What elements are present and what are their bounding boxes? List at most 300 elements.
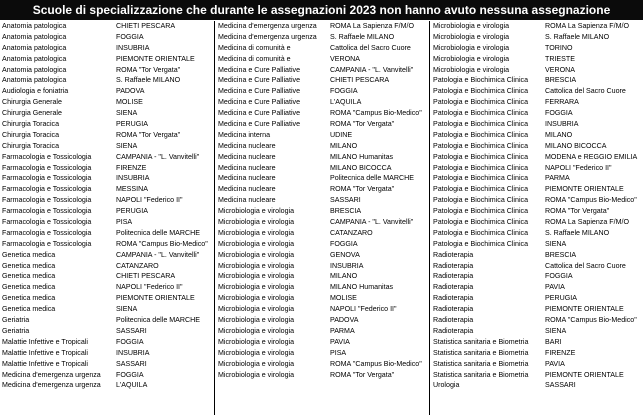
specialization-cell: Statistica sanitaria e Biometria [433, 348, 529, 357]
university-cell: ROMA "Campus Bio-Medico" [545, 196, 637, 205]
table-row [430, 184, 643, 195]
table-row [0, 370, 214, 381]
university-cell: INSUBRIA [545, 120, 579, 129]
table-row [0, 337, 214, 348]
specialization-cell: Anatomia patologica [2, 65, 67, 74]
university-cell: PAVIA [545, 359, 565, 368]
table-row [0, 65, 214, 76]
table-row [430, 315, 643, 326]
table-row [0, 119, 214, 130]
table-row [215, 173, 429, 184]
specialization-cell: Genetica medica [2, 250, 56, 259]
table-row [0, 173, 214, 184]
specialization-cell: Medicina e Cure Palliative [218, 87, 301, 96]
university-cell: MILANO BICOCCA [330, 163, 392, 172]
specialization-cell: Medicina nucleare [218, 174, 276, 183]
table-row [215, 43, 429, 54]
specialization-cell: Farmacologia e Tossicologia [2, 218, 92, 227]
university-cell: CHIETI PESCARA [330, 76, 390, 85]
university-cell: ROMA "Tor Vergata" [116, 65, 181, 74]
table-row [215, 54, 429, 65]
university-cell: MODENA e REGGIO EMILIA [545, 152, 638, 161]
specialization-cell: Microbiologia e virologia [433, 65, 510, 74]
university-cell: MILANO [330, 141, 358, 150]
specialization-cell: Farmacologia e Tossicologia [2, 239, 92, 248]
specialization-cell: Patologia e Biochimica Clinica [433, 218, 529, 227]
table-row [215, 32, 429, 43]
university-cell: ROMA "Tor Vergata" [330, 185, 395, 194]
university-cell: ROMA "Tor Vergata" [116, 130, 181, 139]
specialization-cell: Microbiologia e virologia [218, 272, 295, 281]
table-row [215, 271, 429, 282]
specialization-cell: Farmacologia e Tossicologia [2, 207, 92, 216]
table-row [0, 250, 214, 261]
specialization-cell: Genetica medica [2, 305, 56, 314]
specialization-cell: Medicina nucleare [218, 185, 276, 194]
specialization-cell: Patologia e Biochimica Clinica [433, 228, 529, 237]
table-row [0, 304, 214, 315]
table-row [430, 21, 643, 32]
specialization-cell: Malattie Infettive e Tropicali [2, 359, 88, 368]
specialization-cell: Statistica sanitaria e Biometria [433, 359, 529, 368]
specialization-cell: Radioterapia [433, 272, 474, 281]
university-cell: CAMPANIA - "L. Vanvitelli" [330, 218, 414, 227]
table-row [0, 380, 214, 391]
table-row [430, 195, 643, 206]
table-row [0, 152, 214, 163]
university-cell: ROMA "Campus Bio-Medico" [330, 359, 422, 368]
specialization-cell: Statistica sanitaria e Biometria [433, 370, 529, 379]
university-cell: L'AQUILA [116, 381, 148, 390]
table-column-1 [0, 21, 215, 415]
table-row [215, 184, 429, 195]
specialization-cell: Patologia e Biochimica Clinica [433, 207, 529, 216]
specialization-cell: Medicina e Cure Palliative [218, 76, 301, 85]
university-cell: PARMA [545, 174, 570, 183]
specialization-cell: Malattie Infettive e Tropicali [2, 337, 88, 346]
specialization-cell: Microbiologia e virologia [218, 337, 295, 346]
university-cell: TRIESTE [545, 54, 575, 63]
table-row [0, 21, 214, 32]
table-row [215, 217, 429, 228]
university-cell: CATANZARO [330, 228, 373, 237]
table-row [0, 282, 214, 293]
university-cell: ROMA La Sapienza F/M/O [545, 22, 629, 30]
table-row [0, 141, 214, 152]
university-cell: PERUGIA [116, 120, 148, 129]
specialization-cell: Microbiologia e virologia [433, 54, 510, 63]
specialization-cell: Anatomia patologica [2, 54, 67, 63]
university-cell: MILANO [330, 272, 358, 281]
specialization-cell: Urologia [433, 381, 460, 390]
table-row [430, 370, 643, 381]
university-cell: SASSARI [116, 326, 147, 335]
specialization-cell: Microbiologia e virologia [218, 359, 295, 368]
specialization-cell: Patologia e Biochimica Clinica [433, 185, 529, 194]
university-cell: SASSARI [116, 359, 147, 368]
table-row [215, 152, 429, 163]
table-column-2 [215, 21, 430, 415]
specialization-cell: Chirurgia Toracica [2, 141, 60, 150]
table-row [215, 86, 429, 97]
specialization-cell: Microbiologia e virologia [218, 348, 295, 357]
specialization-cell: Microbiologia e virologia [433, 22, 510, 30]
table-row [430, 271, 643, 282]
university-cell: FOGGIA [116, 337, 144, 346]
university-cell: CATANZARO [116, 261, 159, 270]
specialization-cell: Medicina d'emergenza urgenza [2, 370, 101, 379]
specialization-cell: Radioterapia [433, 261, 474, 270]
university-cell: PISA [116, 218, 133, 227]
university-cell: SASSARI [545, 381, 576, 390]
table-row [430, 250, 643, 261]
table-row [430, 130, 643, 141]
specialization-cell: Patologia e Biochimica Clinica [433, 163, 529, 172]
table-row [430, 380, 643, 391]
table-row [430, 108, 643, 119]
page-title: Scuole di specializzazione che durante le assegnazioni 2023 non hanno avuto nessuna assegnazione [0, 0, 643, 20]
table-row [0, 163, 214, 174]
university-cell: S. Raffaele MILANO [545, 228, 610, 237]
table-row [215, 206, 429, 217]
specialization-cell: Anatomia patologica [2, 32, 67, 41]
table-row [430, 75, 643, 86]
specialization-cell: Microbiologia e virologia [218, 207, 295, 216]
university-cell: ROMA "Campus Bio-Medico" [330, 109, 422, 118]
university-cell: CAMPANIA - "L. Vanvitelli" [116, 250, 200, 259]
specialization-cell: Farmacologia e Tossicologia [2, 152, 92, 161]
table-row [215, 75, 429, 86]
specialization-cell: Statistica sanitaria e Biometria [433, 337, 529, 346]
specialization-cell: Farmacologia e Tossicologia [2, 228, 92, 237]
university-cell: SIENA [116, 109, 138, 118]
specialization-cell: Patologia e Biochimica Clinica [433, 87, 529, 96]
specialization-cell: Microbiologia e virologia [433, 43, 510, 52]
university-cell: PERUGIA [545, 294, 577, 303]
specialization-cell: Genetica medica [2, 272, 56, 281]
university-cell: ROMA La Sapienza F/M/O [330, 22, 414, 30]
table-row [215, 304, 429, 315]
specialization-cell: Medicina e Cure Palliative [218, 109, 301, 118]
specialization-cell: Geriatria [2, 326, 30, 335]
table-row [215, 228, 429, 239]
university-cell: MILANO BICOCCA [545, 141, 607, 150]
table-row [430, 293, 643, 304]
table-row [215, 348, 429, 359]
table-row [0, 206, 214, 217]
table-row [430, 217, 643, 228]
specialization-cell: Radioterapia [433, 283, 474, 292]
specialization-cell: Microbiologia e virologia [218, 228, 295, 237]
specialization-cell: Medicina interna [218, 130, 271, 139]
specialization-cell: Radioterapia [433, 326, 474, 335]
university-cell: Politecnica delle MARCHE [116, 316, 200, 325]
specialization-cell: Medicina e Cure Palliative [218, 98, 301, 107]
table-row [430, 348, 643, 359]
specialization-cell: Genetica medica [2, 294, 56, 303]
table-row [0, 43, 214, 54]
university-cell: NAPOLI "Federico II" [116, 283, 183, 292]
university-cell: Cattolica del Sacro Cuore [330, 43, 411, 52]
specialization-cell: Medicina di comunità e [218, 43, 291, 52]
university-cell: PIEMONTE ORIENTALE [545, 185, 624, 194]
university-cell: Politecnica delle MARCHE [330, 174, 414, 183]
university-cell: NAPOLI "Federico II" [545, 163, 612, 172]
specialization-cell: Malattie Infettive e Tropicali [2, 348, 88, 357]
specialization-cell: Medicina d'emergenza urgenza [2, 381, 101, 390]
specialization-cell: Patologia e Biochimica Clinica [433, 130, 529, 139]
specialization-cell: Farmacologia e Tossicologia [2, 196, 92, 205]
table-row [215, 337, 429, 348]
table-row [0, 97, 214, 108]
table-row [430, 86, 643, 97]
university-cell: FIRENZE [116, 163, 147, 172]
specialization-cell: Medicina e Cure Palliative [218, 120, 301, 129]
university-cell: TORINO [545, 43, 573, 52]
university-cell: ROMA "Campus Bio-Medico" [545, 316, 637, 325]
university-cell: Cattolica del Sacro Cuore [545, 87, 626, 96]
university-cell: PADOVA [330, 316, 359, 325]
university-cell: INSUBRIA [330, 261, 364, 270]
university-cell: BARI [545, 337, 562, 346]
table-row [430, 152, 643, 163]
specialization-cell: Radioterapia [433, 250, 474, 259]
university-cell: VERONA [330, 54, 360, 63]
university-cell: MESSINA [116, 185, 148, 194]
university-cell: SIENA [545, 326, 567, 335]
university-cell: INSUBRIA [116, 43, 150, 52]
specialization-cell: Patologia e Biochimica Clinica [433, 76, 529, 85]
table-row [215, 97, 429, 108]
university-cell: INSUBRIA [116, 174, 150, 183]
university-cell: Cattolica del Sacro Cuore [545, 261, 626, 270]
specialization-cell: Patologia e Biochimica Clinica [433, 152, 529, 161]
specialization-cell: Microbiologia e virologia [433, 32, 510, 41]
university-cell: MOLISE [116, 98, 143, 107]
university-cell: CHIETI PESCARA [116, 272, 176, 281]
university-cell: SIENA [545, 239, 567, 248]
specialization-cell: Anatomia patologica [2, 22, 67, 30]
table-row [0, 86, 214, 97]
university-cell: SIENA [116, 305, 138, 314]
specialization-cell: Microbiologia e virologia [218, 316, 295, 325]
table-row [0, 32, 214, 43]
university-cell: FIRENZE [545, 348, 576, 357]
table-row [215, 141, 429, 152]
specialization-cell: Geriatria [2, 316, 30, 325]
university-cell: S. Raffaele MILANO [545, 32, 610, 41]
specialization-cell: Microbiologia e virologia [218, 250, 295, 259]
specialization-cell: Anatomia patologica [2, 76, 67, 85]
university-cell: PERUGIA [116, 207, 148, 216]
table-column-3 [430, 21, 643, 415]
specialization-cell: Farmacologia e Tossicologia [2, 174, 92, 183]
table-row [215, 359, 429, 370]
table-row [215, 119, 429, 130]
university-cell: PIEMONTE ORIENTALE [545, 370, 624, 379]
table-row [0, 217, 214, 228]
specialization-cell: Patologia e Biochimica Clinica [433, 98, 529, 107]
table-row [0, 271, 214, 282]
table-row [430, 163, 643, 174]
schools-table [0, 21, 643, 415]
table-row [215, 250, 429, 261]
specialization-cell: Farmacologia e Tossicologia [2, 185, 92, 194]
university-cell: PISA [330, 348, 347, 357]
specialization-cell: Farmacologia e Tossicologia [2, 163, 92, 172]
specialization-cell: Microbiologia e virologia [218, 261, 295, 270]
university-cell: SASSARI [330, 196, 361, 205]
university-cell: BRESCIA [330, 207, 362, 216]
table-row [215, 163, 429, 174]
specialization-cell: Anatomia patologica [2, 43, 67, 52]
table-row [0, 348, 214, 359]
university-cell: INSUBRIA [116, 348, 150, 357]
table-row [0, 293, 214, 304]
table-row [0, 75, 214, 86]
specialization-cell: Medicina nucleare [218, 152, 276, 161]
university-cell: FOGGIA [545, 109, 573, 118]
table-row [430, 326, 643, 337]
specialization-cell: Microbiologia e virologia [218, 283, 295, 292]
university-cell: CAMPANIA - "L. Vanvitelli" [116, 152, 200, 161]
table-row [430, 43, 643, 54]
specialization-cell: Medicina d'emergenza urgenza [218, 32, 317, 41]
table-row [430, 261, 643, 272]
specialization-cell: Medicina nucleare [218, 196, 276, 205]
university-cell: PADOVA [116, 87, 145, 96]
table-row [430, 119, 643, 130]
table-row [215, 21, 429, 32]
university-cell: PIEMONTE ORIENTALE [116, 54, 195, 63]
university-cell: PAVIA [545, 283, 565, 292]
university-cell: CAMPANIA - "L. Vanvitelli" [330, 65, 414, 74]
table-row [215, 108, 429, 119]
table-row [0, 239, 214, 250]
table-row [430, 65, 643, 76]
university-cell: PIEMONTE ORIENTALE [545, 305, 624, 314]
table-row [215, 370, 429, 381]
table-row [430, 141, 643, 152]
specialization-cell: Medicina e Cure Palliative [218, 65, 301, 74]
table-row [430, 282, 643, 293]
table-row [0, 130, 214, 141]
table-row [430, 304, 643, 315]
table-row [215, 315, 429, 326]
specialization-cell: Radioterapia [433, 305, 474, 314]
specialization-cell: Microbiologia e virologia [218, 370, 295, 379]
specialization-cell: Patologia e Biochimica Clinica [433, 174, 529, 183]
university-cell: NAPOLI "Federico II" [116, 196, 183, 205]
table-row [430, 239, 643, 250]
university-cell: S. Raffaele MILANO [330, 32, 395, 41]
university-cell: FOGGIA [330, 239, 358, 248]
table-row [0, 315, 214, 326]
university-cell: FOGGIA [330, 87, 358, 96]
university-cell: PIEMONTE ORIENTALE [116, 294, 195, 303]
university-cell: UDINE [330, 130, 353, 139]
table-row [215, 239, 429, 250]
table-row [215, 282, 429, 293]
university-cell: MILANO Humanitas [330, 152, 394, 161]
specialization-cell: Audiologia e foniatria [2, 87, 69, 96]
table-row [430, 32, 643, 43]
table-row [430, 359, 643, 370]
specialization-cell: Medicina di comunità e [218, 54, 291, 63]
table-row [0, 54, 214, 65]
table-row [430, 206, 643, 217]
table-row [430, 228, 643, 239]
university-cell: FOGGIA [116, 370, 144, 379]
specialization-cell: Microbiologia e virologia [218, 326, 295, 335]
table-row [215, 130, 429, 141]
specialization-cell: Genetica medica [2, 283, 56, 292]
specialization-cell: Medicina nucleare [218, 163, 276, 172]
table-row [215, 65, 429, 76]
specialization-cell: Medicina nucleare [218, 141, 276, 150]
specialization-cell: Patologia e Biochimica Clinica [433, 141, 529, 150]
specialization-cell: Medicina d'emergenza urgenza [218, 22, 317, 30]
university-cell: L'AQUILA [330, 98, 362, 107]
specialization-cell: Patologia e Biochimica Clinica [433, 109, 529, 118]
university-cell: ROMA "Tor Vergata" [330, 120, 395, 129]
university-cell: Politecnica delle MARCHE [116, 228, 200, 237]
university-cell: PARMA [330, 326, 355, 335]
university-cell: MOLISE [330, 294, 357, 303]
university-cell: BRESCIA [545, 250, 577, 259]
table-row [215, 326, 429, 337]
table-row [0, 261, 214, 272]
table-row [215, 293, 429, 304]
table-row [430, 173, 643, 184]
table-row [0, 108, 214, 119]
university-cell: ROMA "Tor Vergata" [330, 370, 395, 379]
specialization-cell: Microbiologia e virologia [218, 218, 295, 227]
university-cell: MILANO [545, 130, 573, 139]
university-cell: GENOVA [330, 250, 360, 259]
university-cell: MILANO Humanitas [330, 283, 394, 292]
specialization-cell: Patologia e Biochimica Clinica [433, 196, 529, 205]
table-row [0, 228, 214, 239]
table-row [215, 195, 429, 206]
university-cell: FOGGIA [116, 32, 144, 41]
specialization-cell: Chirurgia Generale [2, 109, 62, 118]
university-cell: ROMA "Campus Bio-Medico" [116, 239, 208, 248]
specialization-cell: Chirurgia Toracica [2, 130, 60, 139]
university-cell: ROMA La Sapienza F/M/O [545, 218, 629, 227]
university-cell: BRESCIA [545, 76, 577, 85]
table-row [430, 97, 643, 108]
university-cell: PAVIA [330, 337, 350, 346]
university-cell: SIENA [116, 141, 138, 150]
specialization-cell: Microbiologia e virologia [218, 239, 295, 248]
table-row [0, 359, 214, 370]
specialization-cell: Patologia e Biochimica Clinica [433, 239, 529, 248]
table-row [215, 261, 429, 272]
university-cell: FERRARA [545, 98, 579, 107]
specialization-cell: Patologia e Biochimica Clinica [433, 120, 529, 129]
specialization-cell: Radioterapia [433, 294, 474, 303]
specialization-cell: Chirurgia Toracica [2, 120, 60, 129]
university-cell: NAPOLI "Federico II" [330, 305, 397, 314]
table-row [430, 54, 643, 65]
specialization-cell: Radioterapia [433, 316, 474, 325]
university-cell: CHIETI PESCARA [116, 22, 176, 30]
table-row [430, 337, 643, 348]
table-row [0, 184, 214, 195]
table-row [0, 195, 214, 206]
specialization-cell: Microbiologia e virologia [218, 305, 295, 314]
